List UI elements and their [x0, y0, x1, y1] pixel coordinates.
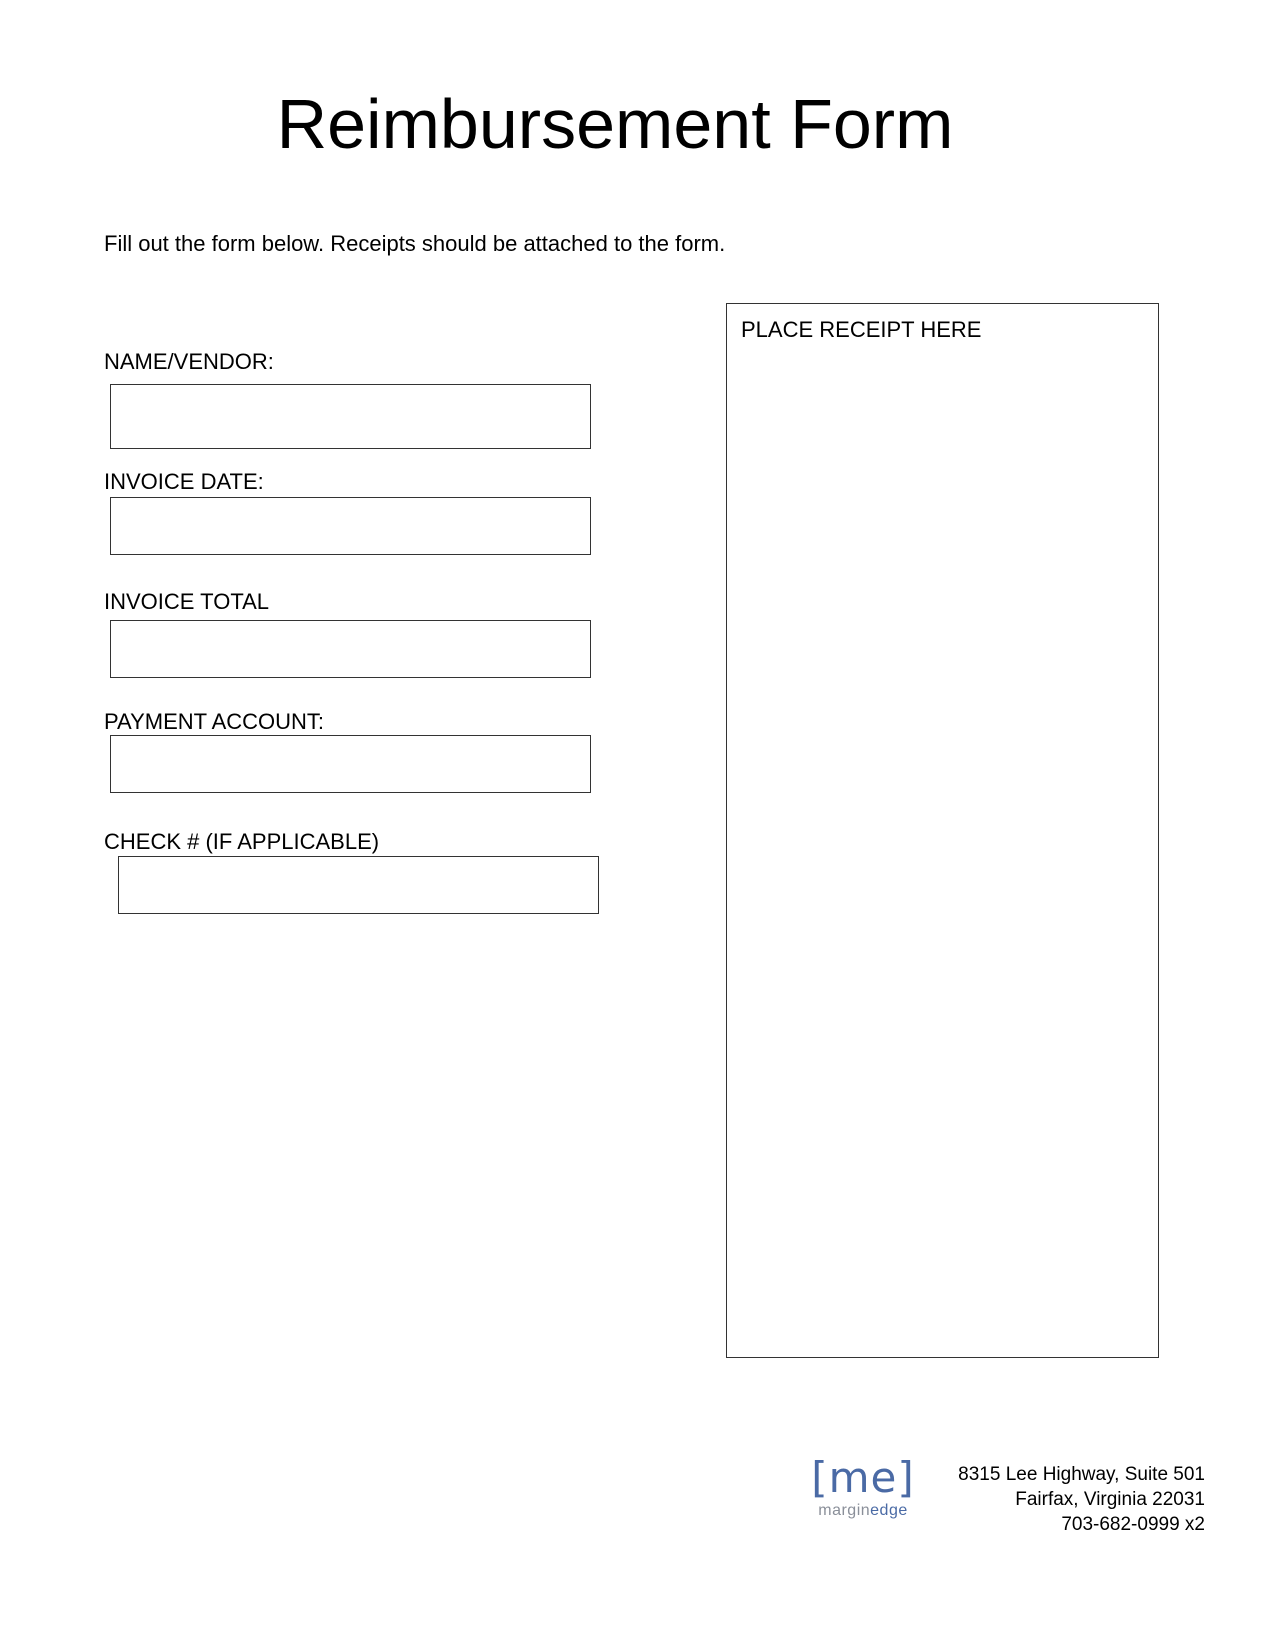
invoice-total-input[interactable]: [110, 620, 591, 678]
page-title: Reimbursement Form: [276, 85, 954, 163]
logo-mark: [me]: [811, 1453, 915, 1502]
address-street: 8315 Lee Highway, Suite 501: [958, 1464, 1205, 1485]
name-vendor-input[interactable]: [110, 384, 591, 449]
invoice-date-input[interactable]: [110, 497, 591, 555]
name-vendor-label: NAME/VENDOR:: [104, 349, 274, 374]
payment-account-input[interactable]: [110, 735, 591, 793]
company-address: [958, 1462, 1205, 1537]
form-instructions: Fill out the form below. Receipts should be attached to the form.: [104, 231, 726, 256]
check-number-label: CHECK # (IF APPLICABLE): [104, 829, 380, 854]
check-number-input[interactable]: [118, 856, 599, 914]
receipt-drop-area[interactable]: [726, 303, 1159, 1358]
receipt-label: PLACE RECEIPT HERE: [741, 317, 982, 342]
payment-account-label: PAYMENT ACCOUNT:: [104, 709, 325, 734]
address-city: Fairfax, Virginia 22031: [1015, 1489, 1205, 1510]
invoice-date-label: INVOICE DATE:: [104, 469, 264, 494]
logo-word-margin: margin: [818, 1502, 871, 1519]
logo-word-edge: edge: [870, 1502, 908, 1519]
logo-wordmark: [808, 1502, 918, 1520]
invoice-total-label: INVOICE TOTAL: [104, 589, 270, 614]
address-phone: 703-682-0999 x2: [1061, 1514, 1205, 1535]
marginedge-logo: [808, 1454, 918, 1520]
